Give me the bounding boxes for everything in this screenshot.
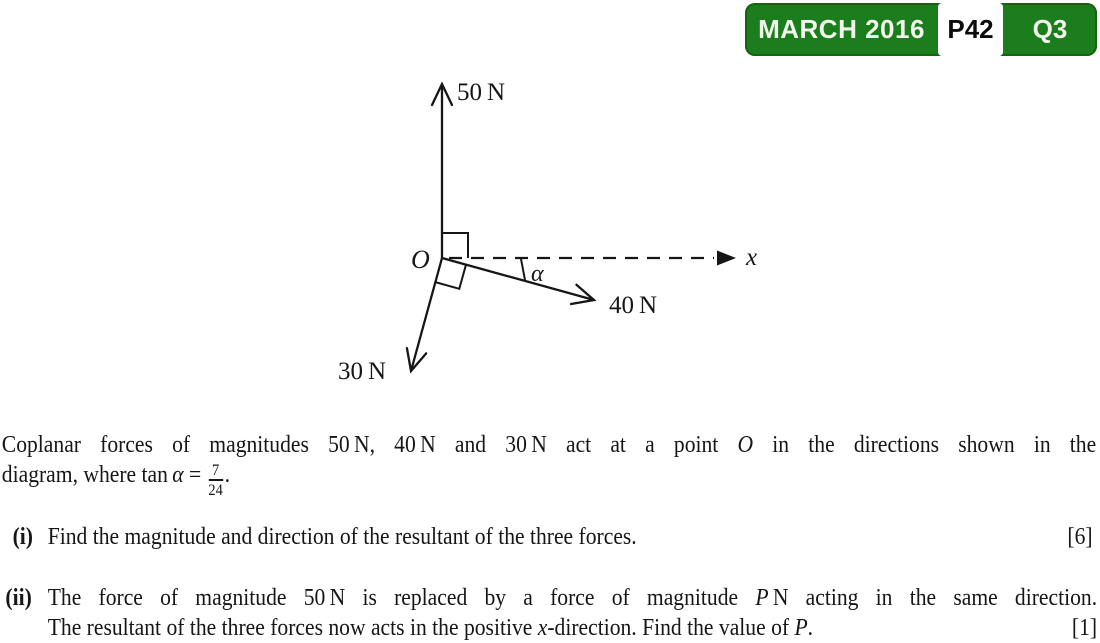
badge-question-label: Q3 bbox=[1032, 14, 1068, 44]
problem-line1-post: in the directions shown in the bbox=[753, 432, 1097, 458]
part-ii-label: (ii) bbox=[5, 585, 32, 611]
part-ii-line1-pre: The force of magnitude 50 N is replaced by a force of magnitude bbox=[47, 585, 756, 611]
equals-sign: = bbox=[183, 462, 207, 488]
problem-statement-line1 bbox=[2, 430, 1096, 460]
badge-paper-label: P42 bbox=[938, 3, 1003, 56]
badge-session-label: MARCH 2016 bbox=[758, 14, 925, 44]
part-ii-line1 bbox=[48, 583, 1097, 613]
part-ii-line2-mid: -direction. Find the value of bbox=[547, 615, 795, 641]
alpha-var: α bbox=[172, 462, 184, 488]
part-ii-line2-pre: The resultant of the three forces now acts in the positive bbox=[47, 615, 538, 641]
fraction-denominator: 24 bbox=[208, 482, 223, 499]
force-40n-label: 40 N bbox=[609, 292, 658, 319]
problem-line2-period: . bbox=[224, 462, 230, 488]
p-var-2: P bbox=[794, 615, 808, 641]
problem-statement-line2 bbox=[2, 460, 1096, 499]
part-ii-marks: [1] bbox=[1071, 615, 1098, 641]
part-ii-content bbox=[48, 583, 1097, 643]
part-i-text: Find the magnitude and direction of the resultant of the three forces. bbox=[47, 524, 637, 550]
part-i-label: (i) bbox=[12, 524, 33, 550]
x-var: x bbox=[537, 615, 548, 641]
origin-var: O bbox=[737, 432, 754, 458]
alpha-label: α bbox=[531, 261, 544, 287]
part-ii-line2 bbox=[48, 613, 1097, 643]
origin-label: O bbox=[411, 245, 430, 274]
force-30n-label: 30 N bbox=[338, 358, 387, 385]
problem-statement bbox=[2, 430, 1096, 499]
part-ii-block bbox=[0, 583, 1100, 643]
problem-line1-pre: Coplanar forces of magnitudes 50 N, 40 N and 30 N act at a point bbox=[1, 432, 738, 458]
problem-line2-pre: diagram, where tan bbox=[1, 462, 173, 488]
part-i-row bbox=[0, 522, 1100, 552]
p-var: P bbox=[755, 585, 769, 611]
fraction-numerator: 7 bbox=[208, 462, 222, 481]
part-ii-line2-period: . bbox=[807, 615, 814, 641]
force-50n-label: 50 N bbox=[457, 79, 506, 106]
part-i-marks: [6] bbox=[1067, 524, 1093, 550]
x-axis-label: x bbox=[746, 244, 758, 271]
fraction-7-24 bbox=[207, 462, 225, 499]
part-ii-line1-post: N acting in the same direction. bbox=[768, 585, 1098, 611]
